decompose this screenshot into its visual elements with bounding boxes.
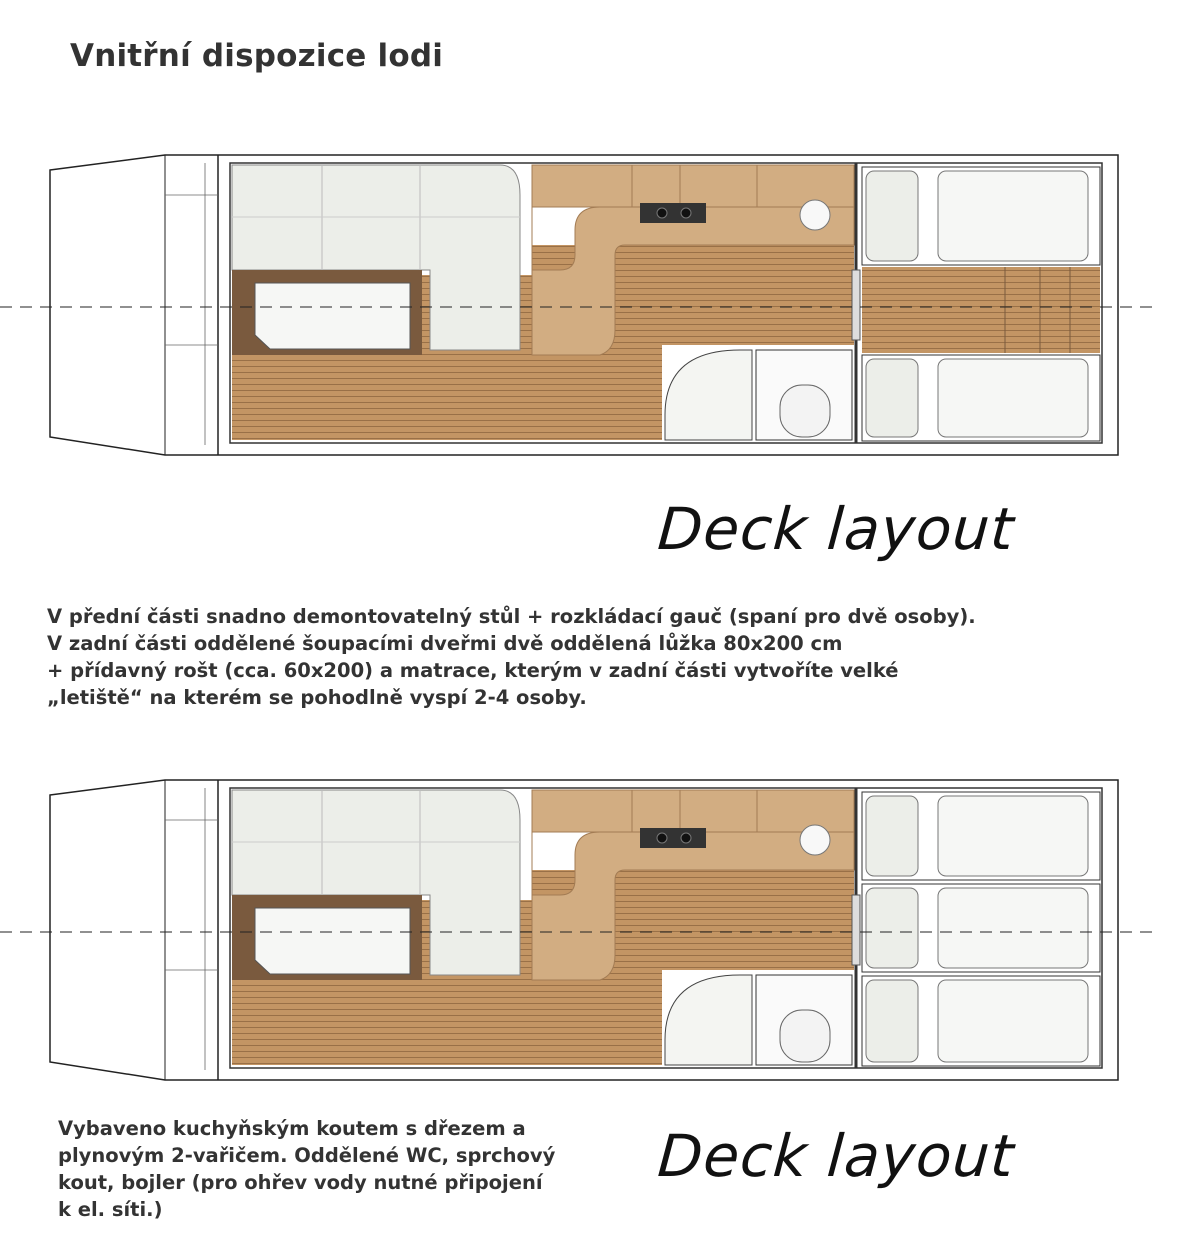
stove xyxy=(640,203,706,223)
deck-layout-label-1: Deck layout xyxy=(655,495,1017,563)
floor-plan-1 xyxy=(0,145,1200,465)
bed-2 xyxy=(862,355,1100,441)
bed-1 xyxy=(862,792,1100,880)
extra-bed-grid xyxy=(862,267,1100,353)
description-1-line: + přídavný rošt (cca. 60x200) a matrace, kterým v zadní části vytvoříte velké xyxy=(47,659,899,682)
bed-1 xyxy=(862,167,1100,265)
bed-2 xyxy=(862,884,1100,972)
boat-layout-drawing xyxy=(0,145,1200,465)
description-2-line: plynovým 2-vařičem. Oddělené WC, sprchový xyxy=(58,1144,556,1167)
deck-layout-label-2: Deck layout xyxy=(655,1122,1017,1190)
boat-layout-drawing-alt xyxy=(0,770,1200,1090)
description-1-line: „letiště“ na kterém se pohodlně vyspí 2-4 osoby. xyxy=(47,686,587,709)
floor-plan-2 xyxy=(0,770,1200,1090)
table xyxy=(255,283,410,349)
description-1-line: V zadní části oddělené šoupacími dveřmi dvě oddělená lůžka 80x200 cm xyxy=(47,632,843,655)
description-1 xyxy=(47,603,976,711)
bed-3 xyxy=(862,976,1100,1066)
description-2-line: Vybaveno kuchyňským koutem s dřezem a xyxy=(58,1117,526,1140)
description-2-line: k el. síti.) xyxy=(58,1198,163,1221)
stove xyxy=(640,828,706,848)
description-2-line: kout, bojler (pro ohřev vody nutné připojení xyxy=(58,1171,543,1194)
sink xyxy=(800,825,830,855)
table xyxy=(255,908,410,974)
page-title: Vnitřní dispozice lodi xyxy=(70,38,444,74)
description-2 xyxy=(58,1115,555,1223)
description-1-line: V přední části snadno demontovatelný stůl + rozkládací gauč (spaní pro dvě osoby). xyxy=(47,605,976,628)
sink xyxy=(800,200,830,230)
